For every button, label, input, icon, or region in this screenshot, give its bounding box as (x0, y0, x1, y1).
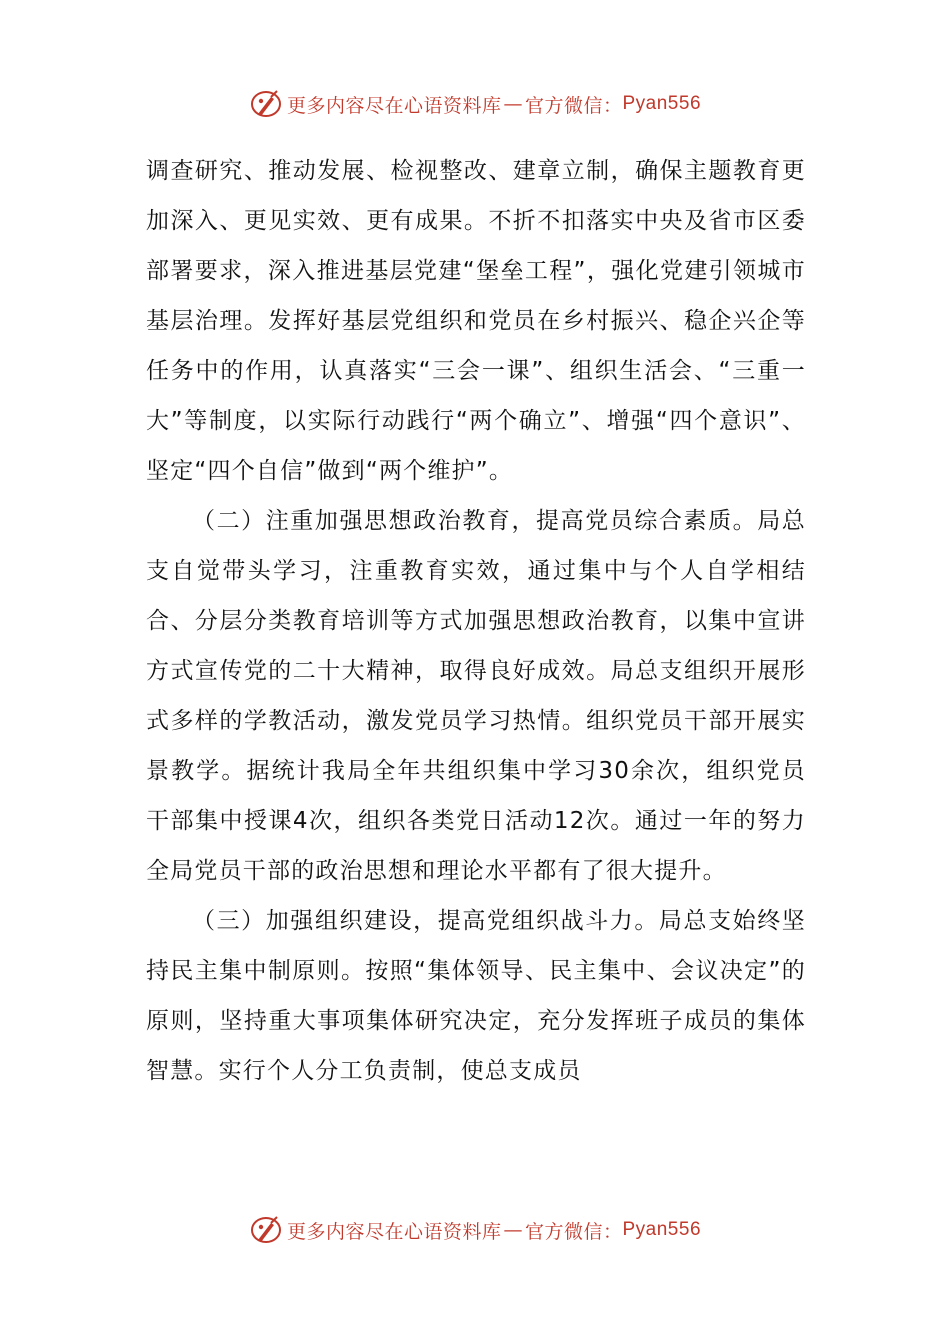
banner-separator: — (503, 1219, 523, 1241)
footer-watermark-banner (0, 1210, 950, 1250)
banner-contact-id: Pyan556 (622, 93, 702, 114)
paragraph-3: （三）加强组织建设，提高党组织战斗力。局总支始终坚持民主集中制原则。按照“集体领导、民主集中、会议决定”的原则，坚持重大事项集体研究决定，充分发挥班子成员的集体智慧。实行个人分工负责制，使总支成员 (146, 908, 806, 1084)
banner-separator: — (503, 93, 523, 115)
banner-brand-text: 更多内容尽在心语资料库 (286, 1220, 502, 1243)
banner-contact-label: 官方微信： (524, 94, 623, 117)
paragraph-1: 调查研究、推动发展、检视整改、建章立制，确保主题教育更加深入、更见实效、更有成果。不折不扣落实中央及省市区委部署要求，深入推进基层党建“堡垒工程”，强化党建引领城市基层治理。发挥好基层党组织和党员在乡村振兴、稳企兴企等任务中的作用，认真落实“三会一课”、组织生活会、“三重一大”等制度，以实际行动践行“两个确立”、增强“四个意识”、坚定“四个自信”做到“两个维护”。 (146, 158, 806, 484)
banner-contact-label: 官方微信： (524, 1220, 623, 1243)
quill-logo-icon (249, 87, 283, 121)
banner-contact-id: Pyan556 (622, 1219, 702, 1240)
quill-logo-icon (249, 1213, 283, 1247)
header-watermark-banner (0, 84, 950, 124)
banner-brand-text: 更多内容尽在心语资料库 (286, 94, 502, 117)
paragraph-2: （二）注重加强思想政治教育，提高党员综合素质。局总支自觉带头学习，注重教育实效，通过集中与个人自学相结合、分层分类教育培训等方式加强思想政治教育，以集中宣讲方式宣传党的二十大精神，取得良好成效。局总支组织开展形式多样的学教活动，激发党员学习热情。组织党员干部开展实景教学。据统计我局全年共组织集中学习30余次，组织党员干部集中授课4次，组织各类党日活动12次。通过一年的努力全局党员干部的政治思想和理论水平都有了很大提升。 (146, 508, 806, 884)
document-body (146, 146, 806, 1096)
